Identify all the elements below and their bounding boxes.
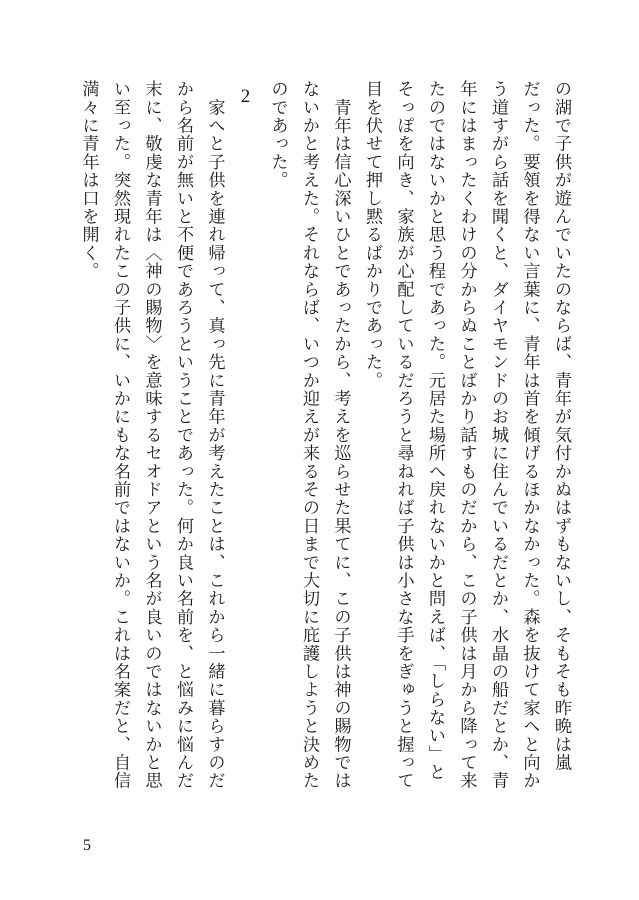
text-column: 末に、敬虔な青年は〈神の賜物〉を意味するセオドアという名が良いのではないかと思: [141, 80, 162, 790]
text-column: 満々に青年は口を開く。: [78, 80, 99, 281]
text-column: う道すがら話を聞くと、ダイヤモンドのお城に住んでいるだとか、水晶の船だとか、青: [488, 80, 508, 790]
page-number: 5: [83, 837, 91, 854]
text-column: だった。要領を得ない言葉に、青年は首を傾げるほかなかった。森を抜けて家へと向か: [519, 80, 540, 790]
vertical-text-body: [72, 80, 576, 800]
text-column: たのではないかと思う程であった。元居た場所へ戻れないかと問えば、「しらない」と: [425, 80, 445, 782]
text-column: ないかと考えた。それならば、いつか迎えが来るその日まで大切に庇護しようと決めた: [299, 80, 319, 790]
text-column: のであった。: [267, 80, 288, 190]
text-column: 年にはまったくわけの分からぬことばかり話すものだから、この子供は月から降って来: [456, 80, 477, 790]
text-column: 目を伏せて押し黙るばかりであった。: [362, 80, 382, 390]
section-number: 2: [235, 86, 256, 107]
text-column: の湖で子供が遊んでいたのならば、青年が気付かぬはずもないし、そもそも昨晩は嵐: [551, 80, 571, 772]
text-column: から名前が無いと不便であろうということであった。何か良い名前を、と悩みに悩んだ: [173, 80, 193, 790]
text-column: い至った。突然現れたこの子供に、いかにもな名前ではないか。これは名案だと、自信: [110, 80, 130, 790]
text-column: 家へと子供を連れ帰って、真っ先に青年が考えたことは、これから一緒に暮らすのだ: [204, 80, 225, 790]
text-column: そっぽを向き、家族が心配しているだろうと尋ねれば子供は小さな手をぎゅうと握って: [393, 80, 414, 790]
text-column: 青年は信心深いひとであったから、考えを巡らせた果てに、この子供は神の賜物では: [330, 80, 351, 790]
